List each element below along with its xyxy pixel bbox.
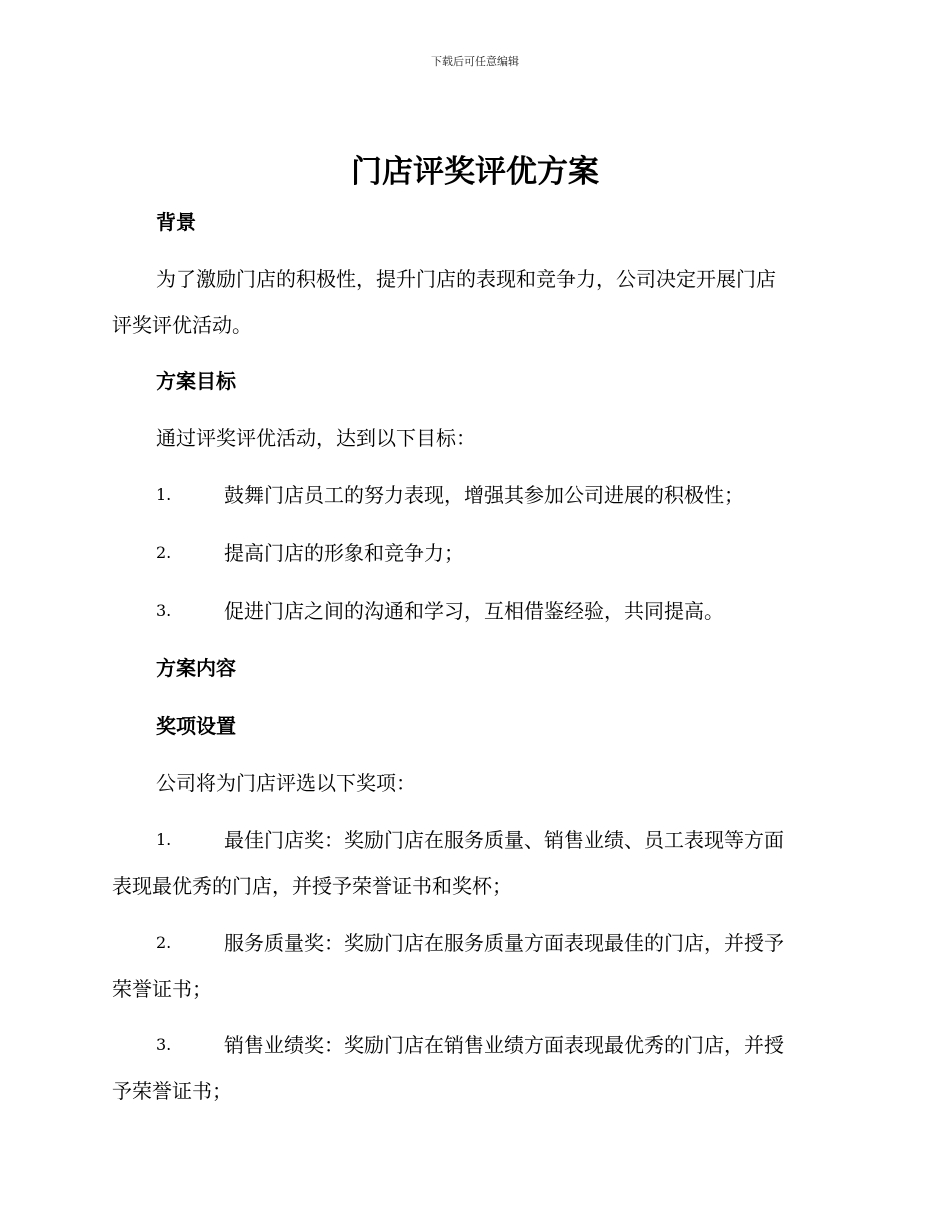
award-item-continuation: 荣誉证书； xyxy=(112,977,212,1001)
award-item-text: 销售业绩奖：奖励门店在销售业绩方面表现最优秀的门店，并授 xyxy=(224,1033,784,1057)
goal-item-text: 提高门店的形象和竞争力； xyxy=(224,541,464,565)
awards-heading: 奖项设置 xyxy=(156,714,236,738)
goal-item-number: 1. xyxy=(156,485,172,504)
award-item-continuation: 予荣誉证书； xyxy=(112,1079,232,1103)
goal-heading: 方案目标 xyxy=(156,369,236,393)
page-title: 门店评奖评优方案 xyxy=(351,154,599,190)
awards-intro: 公司将为门店评选以下奖项： xyxy=(156,771,416,795)
goal-item-number: 3. xyxy=(156,601,172,620)
goal-item-text: 促进门店之间的沟通和学习，互相借鉴经验，共同提高。 xyxy=(224,599,724,623)
award-item-number: 1. xyxy=(156,830,172,849)
award-item-number: 3. xyxy=(156,1035,172,1054)
award-item-continuation: 表现最优秀的门店，并授予荣誉证书和奖杯； xyxy=(112,874,512,898)
content-heading: 方案内容 xyxy=(156,656,236,680)
award-item-text: 服务质量奖：奖励门店在服务质量方面表现最佳的门店，并授予 xyxy=(224,931,784,955)
goal-item-number: 2. xyxy=(156,543,172,562)
background-paragraph-line1: 为了激励门店的积极性，提升门店的表现和竞争力，公司决定开展门店 xyxy=(156,267,776,291)
award-item-text: 最佳门店奖：奖励门店在服务质量、销售业绩、员工表现等方面 xyxy=(224,828,784,852)
goal-item-text: 鼓舞门店员工的努力表现，增强其参加公司进展的积极性； xyxy=(224,483,744,507)
goal-intro: 通过评奖评优活动，达到以下目标： xyxy=(156,426,476,450)
award-item-number: 2. xyxy=(156,933,172,952)
header-note: 下载后可任意编辑 xyxy=(431,55,519,68)
background-paragraph-line2: 评奖评优活动。 xyxy=(112,313,252,337)
background-heading: 背景 xyxy=(156,210,196,234)
